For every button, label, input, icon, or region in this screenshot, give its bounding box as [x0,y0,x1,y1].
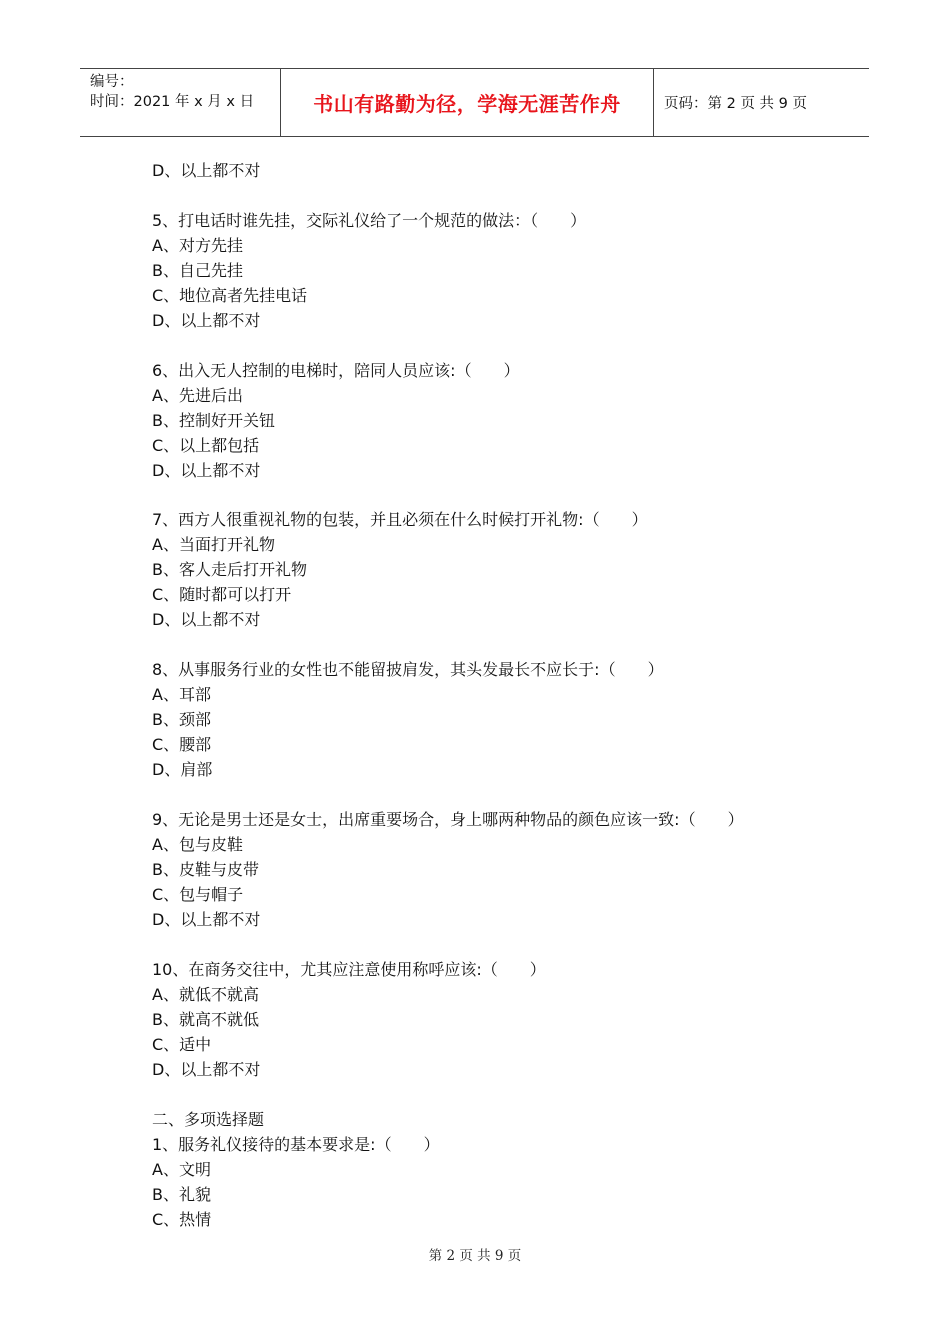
option-line: B、自己先挂 [152,260,243,280]
option-line: D、肩部 [152,760,213,780]
option-line: A、文明 [152,1159,211,1179]
option-line: D、以上都不对 [152,610,261,630]
option-line: C、适中 [152,1034,212,1054]
section-title: 二、多项选择题 [152,1109,265,1129]
header-page-number: 页码：第 2 页 共 9 页 [664,96,807,112]
option-line: B、客人走后打开礼物 [152,560,307,580]
question-9 [152,807,852,932]
question-text: 1、服务礼仪接待的基本要求是:（ ） [152,1134,440,1154]
number-label: 编号： [90,74,134,90]
option-line: D、以上都不对 [152,460,261,480]
question-6 [152,358,852,483]
option-line: A、当面打开礼物 [152,535,275,555]
option-line: B、礼貌 [152,1184,211,1204]
option-line: C、包与帽子 [152,884,244,904]
option-line: B、就高不就低 [152,1009,259,1029]
question-text: 6、出入无人控制的电梯时，陪同人员应该:（ ） [152,360,520,380]
option-line: D、以上都不对 [152,909,261,929]
question-7 [152,507,852,632]
option-line: D、以上都不对 [152,1059,261,1079]
option-line: A、包与皮鞋 [152,834,243,854]
question-5 [152,208,852,333]
page-header [80,68,869,137]
option-line: C、以上都包括 [152,435,260,455]
header-divider [653,69,654,136]
question-10 [152,957,852,1082]
question-text: 10、在商务交往中，尤其应注意使用称呼应该:（ ） [152,959,546,979]
option-line: B、颈部 [152,710,211,730]
question-8 [152,657,852,782]
exam-content [152,158,852,1232]
header-motto: 书山有路勤为径，学海无涯苦作舟 [313,92,621,116]
page-footer: 第 2 页 共 9 页 [428,1248,522,1264]
option-line: C、热情 [152,1209,212,1229]
question-text: 5、打电话时谁先挂，交际礼仪给了一个规范的做法：（ ） [152,210,587,230]
option-line: C、腰部 [152,735,212,755]
option-line: A、就低不就高 [152,984,259,1004]
option-line: D、以上都不对 [152,161,261,180]
question-text: 8、从事服务行业的女性也不能留披肩发，其头发最长不应长于:（ ） [152,660,664,680]
option-line: C、地位高者先挂电话 [152,285,308,305]
option-line: A、对方先挂 [152,235,243,255]
option-line: D、以上都不对 [152,310,261,330]
option-line: B、皮鞋与皮带 [152,859,259,879]
option-line: C、随时都可以打开 [152,585,292,605]
option-line: A、先进后出 [152,385,243,405]
multi-question-1 [152,1132,852,1232]
header-meta [90,72,280,112]
question-text: 9、无论是男士还是女士，出席重要场合，身上哪两种物品的颜色应该一致:（ ） [152,809,744,829]
question-text: 7、西方人很重视礼物的包装，并且必须在什么时候打开礼物:（ ） [152,510,648,530]
time-label: 时间：2021 年 x 月 x 日 [90,94,255,110]
option-line: A、耳部 [152,685,211,705]
option-line: B、控制好开关钮 [152,410,275,430]
